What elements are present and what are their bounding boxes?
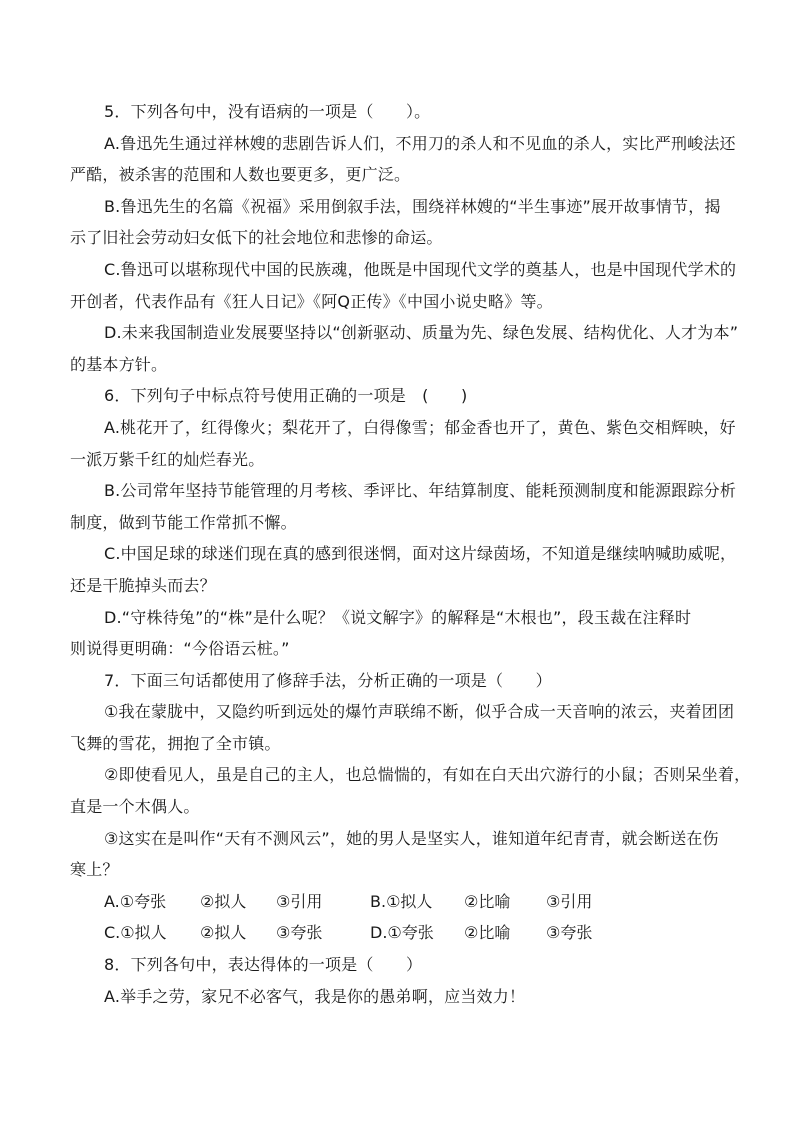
q5-option-a-line1: A.鲁迅先生通过祥林嫂的悲剧告诉人们，不用刀的杀人和不见血的杀人，实比严刑峻法还 <box>104 133 736 153</box>
q7-choice-c-2: ②拟人 <box>200 923 247 943</box>
question-7-stem: 7．下面三句话都使用了修辞手法，分析正确的一项是（ ） <box>104 670 552 690</box>
q7-choice-d-2: ②比喻 <box>464 923 511 943</box>
q7-choices-row-1 <box>104 886 724 918</box>
q7-choice-b-3: ③引用 <box>546 891 593 911</box>
q5-option-d-line1: D.未来我国制造业发展要坚持以“创新驱动、质量为先、绿色发展、结构优化、人才为本” <box>104 323 739 343</box>
q8-option-a-line1: A.举手之劳，家兄不必客气，我是你的愚弟啊，应当效力！ <box>104 986 526 1006</box>
q5-option-b-line1: B.鲁迅先生的名篇《祝福》采用倒叙手法，围绕祥林嫂的“半生事迹”展开故事情节，揭 <box>104 196 721 216</box>
q7-sentence-1-line2: 飞舞的雪花，拥抱了全市镇。 <box>70 733 281 753</box>
q6-option-d-line1: D.“守株待兔”的“株”是什么呢？《说文解字》的解释是“木根也”，段玉裁在注释时 <box>104 607 692 627</box>
q7-sentence-2-line1: ②即使看见人，虽是自己的主人，也总惴惴的，有如在白天出穴游行的小鼠；否则呆坐着， <box>104 765 751 785</box>
q7-choice-d-1: D.①夸张 <box>370 923 434 943</box>
q7-choice-a-1: A.①夸张 <box>104 891 167 911</box>
question-8-stem: 8．下列各句中，表达得体的一项是（ ） <box>104 955 423 975</box>
q7-sentence-3-line1: ③这实在是叫作“天有不测风云”，她的男人是坚实人，谁知道年纪青青，就会断送在伤 <box>104 828 719 848</box>
q6-option-a-line1: A.桃花开了，红得像火；梨花开了，白得像雪；郁金香也开了，黄色、紫色交相辉映，好 <box>104 417 736 437</box>
q5-option-c-line2: 开创者，代表作品有《狂人日记》《阿Q正传》《中国小说史略》等。 <box>70 291 553 311</box>
q7-sentence-1-line1: ①我在蒙胧中，又隐约听到远处的爆竹声联绵不断，似乎合成一天音响的浓云，夹着团团 <box>104 702 735 722</box>
q6-option-a-line2: 一派万紫千红的灿烂春光。 <box>70 449 265 469</box>
q7-choice-a-2: ②拟人 <box>200 891 247 911</box>
q6-option-b-line1: B.公司常年坚持节能管理的月考核、季评比、年结算制度、能耗预测制度和能源跟踪分析 <box>104 481 737 501</box>
q6-option-b-line2: 制度，做到节能工作常抓不懈。 <box>70 512 297 532</box>
q5-option-c-line1: C.鲁迅可以堪称现代中国的民族魂，他既是中国现代文学的奠基人，也是中国现代学术的 <box>104 259 737 279</box>
q7-choice-a-3: ③引用 <box>276 891 323 911</box>
q7-choice-b-2: ②比喻 <box>464 891 511 911</box>
q7-sentence-2-line2: 直是一个木偶人。 <box>70 797 200 817</box>
q7-sentence-3-line2: 寒上？ <box>70 860 119 880</box>
question-5-stem: 5．下列各句中，没有语病的一项是（ ）。 <box>104 102 431 121</box>
q5-option-b-line2: 示了旧社会劳动妇女低下的社会地位和悲惨的命运。 <box>70 228 443 248</box>
q5-option-d-line2: 的基本方针。 <box>70 354 168 374</box>
q6-option-c-line2: 还是干脆掉头而去？ <box>70 575 216 595</box>
q6-option-d-line2: 则说得更明确：“今俗语云桩。” <box>70 639 290 659</box>
exam-content <box>70 96 751 1012</box>
q7-choice-b-1: B.①拟人 <box>370 891 433 911</box>
q7-choice-c-1: C.①拟人 <box>104 923 167 943</box>
question-6-stem: 6．下列句子中标点符号使用正确的一项是 ( ) <box>104 386 468 406</box>
q5-option-a-line2: 严酷，被杀害的范围和人数也要更多，更广泛。 <box>70 165 411 185</box>
q7-choice-c-3: ③夸张 <box>276 923 323 943</box>
q7-choices-row-2 <box>104 917 724 949</box>
q7-choice-d-3: ③夸张 <box>546 923 593 943</box>
q6-option-c-line1: C.中国足球的球迷们现在真的感到很迷惘，面对这片绿茵场，不知道是继续呐喊助威呢， <box>104 544 737 564</box>
